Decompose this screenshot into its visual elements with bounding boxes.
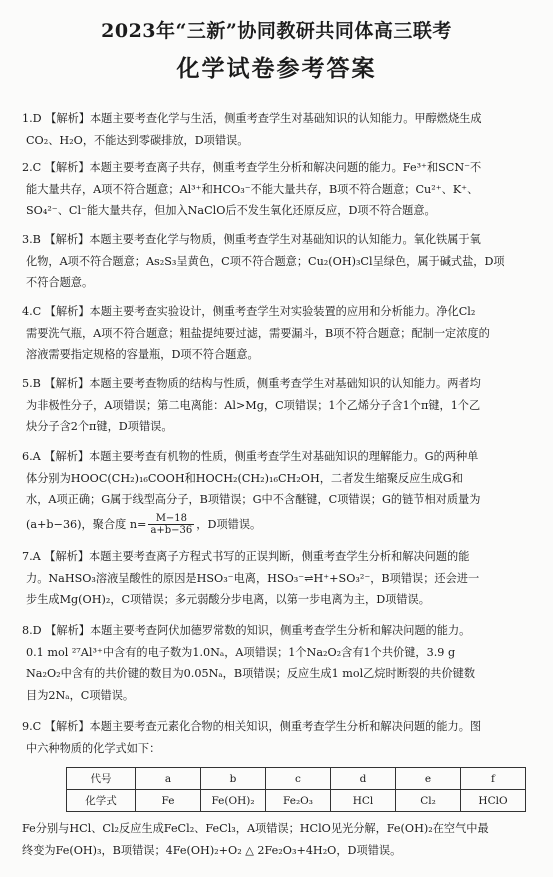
table-cell: Fe₂O₃ [266, 790, 331, 812]
table-row-codes [67, 768, 526, 790]
answer-line: 水，A项正确；G属于线型高分子，B项错误；G中不含醚键，C项错误；G的链节相对质量为 [26, 493, 481, 506]
answer-item-7 [22, 546, 534, 611]
fraction-prefix: (a+b−36)，聚合度 n= [26, 517, 147, 531]
answer-item-6 [22, 446, 534, 539]
answer-line: 化物，A项不符合题意；As₂S₃呈黄色，C项不符合题意；Cu₂(OH)₃Cl呈绿色，属于碱式盐，D项 [26, 254, 505, 268]
answer-line: 终变为Fe(OH)₃，B项错误；4Fe(OH)₂+O₂ △ 2Fe₂O₃+4H₂O，D项错误。 [22, 843, 402, 857]
answer-line: 5.B 【解析】本题主要考查物质的结构与性质，侧重考查学生对基础知识的认知能力。两者均 [22, 377, 481, 390]
table-cell: b [201, 768, 266, 790]
answer-line: 2.C 【解析】本题主要考查离子共存，侧重考查学生分析和解决问题的能力。Fe³⁺和SCN⁻不 [22, 161, 482, 174]
fraction-suffix: ，D项错误。 [196, 517, 262, 531]
answer-line: 0.1 mol ²⁷Al³⁺中含有的电子数为1.0Nₐ，A项错误；1个Na₂O₂含有1个共价键，3.9 g [26, 645, 456, 659]
answer-item-3 [22, 229, 534, 294]
answer-line: SO₄²⁻、Cl⁻能大量共存，但加入NaClO后不发生氧化还原反应，D项不符合题意。 [26, 204, 436, 217]
answer-line: 1.D 【解析】本题主要考查化学与生活，侧重考查学生对基础知识的认知能力。甲醇燃烧生成 [22, 112, 482, 125]
table-cell: Cl₂ [396, 790, 461, 812]
table-cell: d [331, 768, 396, 790]
answer-line: 目为2Nₐ，C项错误。 [26, 688, 135, 702]
answer-line: 4.C 【解析】本题主要考查实验设计，侧重考查学生对实验装置的应用和分析能力。净化Cl₂ [22, 305, 476, 318]
answer-line: Fe分别与HCl、Cl₂反应生成FeCl₂、FeCl₃，A项错误；HClO见光分解，Fe(OH)₂在空气中最 [22, 822, 489, 835]
table-cell: f [461, 768, 526, 790]
answer-line: 中六种物质的化学式如下： [26, 741, 161, 755]
fraction-denominator: a+b−36 [150, 525, 193, 536]
answer-line: 炔分子含2个π键，D项错误。 [26, 420, 173, 433]
answer-line: 8.D 【解析】本题主要考查阿伏加德罗常数的知识，侧重考查学生分析和解决问题的能力。 [22, 624, 471, 637]
table-cell: e [396, 768, 461, 790]
degree-of-polymerization-fraction [148, 513, 194, 536]
answer-line: 7.A 【解析】本题主要考查离子方程式书写的正误判断，侧重考查学生分析和解决问题的能 [22, 550, 470, 563]
table-cell: 代号 [67, 768, 136, 790]
answer-line: 6.A 【解析】本题主要考查有机物的性质，侧重考查学生对基础知识的理解能力。G的两种单 [22, 450, 479, 463]
exam-title: 2023年“三新”协同教研共同体高三联考 [101, 20, 452, 42]
table-cell: c [266, 768, 331, 790]
table-cell: 化学式 [67, 790, 136, 812]
answer-line: 能大量共存，A项不符合题意；Al³⁺和HCO₃⁻不能大量共存，B项不符合题意；Cu²⁺、K⁺、 [26, 182, 479, 196]
answer-item-9-continued [22, 818, 534, 861]
answer-line: 9.C 【解析】本题主要考查元素化合物的相关知识，侧重考查学生分析和解决问题的能力。图 [22, 720, 482, 733]
table-cell: Fe [136, 790, 201, 812]
answer-line: 力。NaHSO₃溶液呈酸性的原因是HSO₃⁻电离，HSO₃⁻⇌H⁺+SO₃²⁻，B项错误；还会进一 [26, 571, 480, 585]
answer-line: 体分别为HOOC(CH₂)₁₆COOH和HOCH₂(CH₂)₁₆CH₂OH，二者发生缩聚反应生成G和 [26, 471, 463, 485]
answer-item-2 [22, 157, 534, 222]
answer-line-with-fraction [22, 511, 534, 539]
table-cell: Fe(OH)₂ [201, 790, 266, 812]
answer-line: 不符合题意。 [26, 276, 94, 289]
answer-line: CO₂、H₂O，不能达到零碳排放，D项错误。 [26, 133, 249, 147]
answer-line: 溶液需要指定规格的容量瓶，D项不符合题意。 [26, 348, 259, 361]
answer-item-1 [22, 108, 534, 151]
answer-item-4 [22, 301, 534, 366]
chemical-formula-table [66, 767, 526, 812]
answer-item-8 [22, 620, 534, 706]
answer-line: 步生成Mg(OH)₂，C项错误；多元弱酸分步电离，以第一步电离为主，D项错误。 [26, 593, 430, 606]
table-cell: a [136, 768, 201, 790]
answer-line: Na₂O₂中含有的共价键的数目为0.05Nₐ，B项错误；反应生成1 mol乙烷时断裂的共价键数 [26, 667, 476, 680]
answer-line: 3.B 【解析】本题主要考查化学与物质，侧重考查学生对基础知识的认知能力。氧化铁属于氧 [22, 233, 481, 246]
table-cell: HCl [331, 790, 396, 812]
answer-line: 为非极性分子，A项错误；第二电离能：Al>Mg，C项错误；1个乙烯分子含1个π键，1个乙 [26, 398, 481, 412]
answer-line: 需要洗气瓶，A项不符合题意；粗盐提纯要过滤，需要漏斗，B项不符合题意；配制一定浓度的 [26, 326, 490, 340]
fraction-numerator: M−18 [148, 513, 194, 525]
table-cell: HClO [461, 790, 526, 812]
answer-item-5 [22, 373, 534, 438]
answer-item-9 [22, 716, 534, 759]
table-row-formulas [67, 790, 526, 812]
answer-key-title: 化学试卷参考答案 [176, 55, 377, 82]
